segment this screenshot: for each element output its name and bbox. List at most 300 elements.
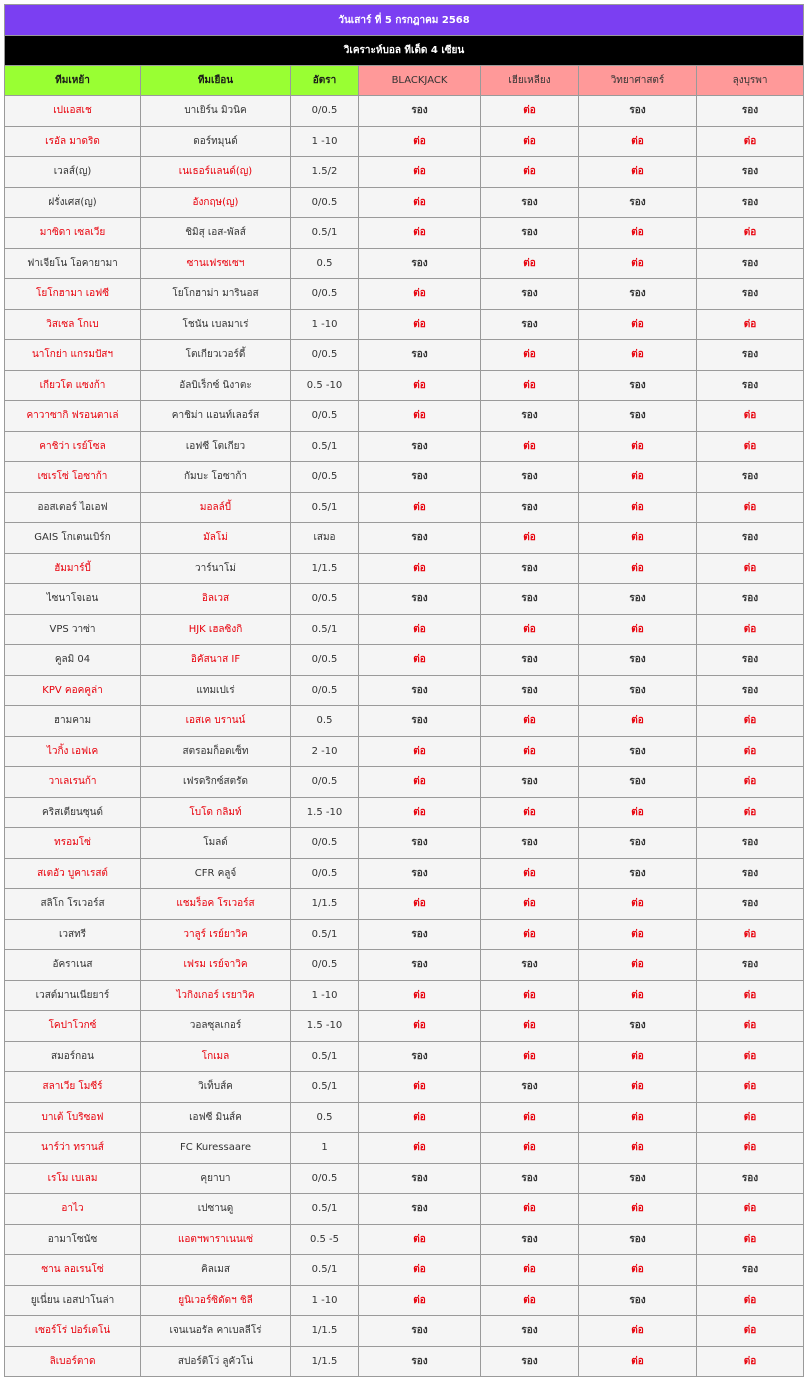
pick-blackjack: ต่อ bbox=[359, 1102, 481, 1133]
pick-hia-liang: ต่อ bbox=[481, 96, 579, 127]
pick-hia-liang: ต่อ bbox=[481, 858, 579, 889]
pick-hia-liang: รอง bbox=[481, 187, 579, 218]
handicap-rate: 0.5 -5 bbox=[291, 1224, 359, 1255]
home-team: ไซนาโจเอน bbox=[5, 584, 141, 615]
pick-blackjack: รอง bbox=[359, 96, 481, 127]
pick-science: รอง bbox=[579, 858, 697, 889]
pick-blackjack: ต่อ bbox=[359, 736, 481, 767]
pick-lung-burapha: ต่อ bbox=[697, 401, 804, 432]
pick-blackjack: ต่อ bbox=[359, 1255, 481, 1286]
pick-hia-liang: ต่อ bbox=[481, 919, 579, 950]
table-row bbox=[5, 1133, 804, 1164]
pick-hia-liang: รอง bbox=[481, 828, 579, 859]
pick-lung-burapha: ต่อ bbox=[697, 1041, 804, 1072]
pick-science: รอง bbox=[579, 645, 697, 676]
pick-lung-burapha: รอง bbox=[697, 462, 804, 493]
pick-lung-burapha: ต่อ bbox=[697, 218, 804, 249]
handicap-rate: 1 -10 bbox=[291, 1285, 359, 1316]
pick-science: ต่อ bbox=[579, 950, 697, 981]
away-team: คุยาบา bbox=[141, 1163, 291, 1194]
pick-hia-liang: ต่อ bbox=[481, 1041, 579, 1072]
home-team: เซเรโซ่ โอซาก้า bbox=[5, 462, 141, 493]
pick-hia-liang: รอง bbox=[481, 950, 579, 981]
pick-lung-burapha: รอง bbox=[697, 96, 804, 127]
pick-science: รอง bbox=[579, 1011, 697, 1042]
home-team: มาซิดา เซลเวีย bbox=[5, 218, 141, 249]
pick-science: ต่อ bbox=[579, 614, 697, 645]
handicap-rate: 0.5 bbox=[291, 1102, 359, 1133]
pick-science: รอง bbox=[579, 96, 697, 127]
away-team: สปอร์ติโว่ ลูคัวโน่ bbox=[141, 1346, 291, 1377]
away-team: คาชิม่า แอนท์เลอร์ส bbox=[141, 401, 291, 432]
home-team: อามาโซนัซ bbox=[5, 1224, 141, 1255]
pick-science: ต่อ bbox=[579, 248, 697, 279]
pick-blackjack: รอง bbox=[359, 248, 481, 279]
table-row bbox=[5, 492, 804, 523]
home-team: KPV คอคคูล่า bbox=[5, 675, 141, 706]
pick-hia-liang: ต่อ bbox=[481, 1102, 579, 1133]
pick-science: รอง bbox=[579, 675, 697, 706]
pick-science: ต่อ bbox=[579, 309, 697, 340]
pick-hia-liang: รอง bbox=[481, 1163, 579, 1194]
pick-blackjack: ต่อ bbox=[359, 492, 481, 523]
handicap-rate: 0.5/1 bbox=[291, 919, 359, 950]
away-team: แชมร็อค โรเวอร์ส bbox=[141, 889, 291, 920]
pick-science: รอง bbox=[579, 1163, 697, 1194]
away-team: อังกฤษ(ญ) bbox=[141, 187, 291, 218]
pick-lung-burapha: ต่อ bbox=[697, 797, 804, 828]
table-row bbox=[5, 797, 804, 828]
pick-blackjack: รอง bbox=[359, 675, 481, 706]
column-header-hia-liang: เฮียเหลียง bbox=[481, 66, 579, 96]
handicap-rate: 1/1.5 bbox=[291, 553, 359, 584]
pick-blackjack: ต่อ bbox=[359, 980, 481, 1011]
home-team: เวลส์(ญ) bbox=[5, 157, 141, 188]
pick-science: รอง bbox=[579, 401, 697, 432]
table-row bbox=[5, 584, 804, 615]
pick-science: ต่อ bbox=[579, 126, 697, 157]
pick-blackjack: รอง bbox=[359, 1316, 481, 1347]
pick-lung-burapha: ต่อ bbox=[697, 1224, 804, 1255]
table-row bbox=[5, 340, 804, 371]
home-team: ฮามคาม bbox=[5, 706, 141, 737]
table-row bbox=[5, 950, 804, 981]
pick-lung-burapha: ต่อ bbox=[697, 1102, 804, 1133]
pick-blackjack: ต่อ bbox=[359, 1011, 481, 1042]
home-team: ไวกิ้ง เอฟเค bbox=[5, 736, 141, 767]
away-team: โมลด์ bbox=[141, 828, 291, 859]
pick-hia-liang: ต่อ bbox=[481, 523, 579, 554]
handicap-rate: 0.5/1 bbox=[291, 1255, 359, 1286]
away-team: แทมเปเร่ bbox=[141, 675, 291, 706]
handicap-rate: 0/0.5 bbox=[291, 858, 359, 889]
handicap-rate: 0/0.5 bbox=[291, 1163, 359, 1194]
home-team: สเตอัว บูคาเรสต์ bbox=[5, 858, 141, 889]
table-row bbox=[5, 1011, 804, 1042]
pick-blackjack: รอง bbox=[359, 950, 481, 981]
analysis-table bbox=[4, 4, 804, 1377]
home-team: เซอร์โร่ ปอร์เตโน่ bbox=[5, 1316, 141, 1347]
away-team: วอลซุลเกอร์ bbox=[141, 1011, 291, 1042]
pick-science: ต่อ bbox=[579, 1346, 697, 1377]
column-header-rate: อัตรา bbox=[291, 66, 359, 96]
pick-science: ต่อ bbox=[579, 1316, 697, 1347]
handicap-rate: 1 -10 bbox=[291, 980, 359, 1011]
column-header-home: ทีมเหย้า bbox=[5, 66, 141, 96]
pick-lung-burapha: รอง bbox=[697, 248, 804, 279]
pick-lung-burapha: รอง bbox=[697, 645, 804, 676]
pick-hia-liang: รอง bbox=[481, 675, 579, 706]
pick-lung-burapha: ต่อ bbox=[697, 614, 804, 645]
away-team: เปซานดู bbox=[141, 1194, 291, 1225]
home-team: ทรอมโซ่ bbox=[5, 828, 141, 859]
away-team: CFR คลูจ์ bbox=[141, 858, 291, 889]
pick-science: ต่อ bbox=[579, 1072, 697, 1103]
pick-science: ต่อ bbox=[579, 980, 697, 1011]
pick-blackjack: ต่อ bbox=[359, 1072, 481, 1103]
pick-science: รอง bbox=[579, 1224, 697, 1255]
home-team: เวสทรี bbox=[5, 919, 141, 950]
handicap-rate: 1 -10 bbox=[291, 309, 359, 340]
table-row bbox=[5, 1194, 804, 1225]
handicap-rate: 0/0.5 bbox=[291, 828, 359, 859]
home-team: นาร์ว่า ทรานส์ bbox=[5, 1133, 141, 1164]
away-team: เฟรดริกซ์สตรัด bbox=[141, 767, 291, 798]
pick-lung-burapha: ต่อ bbox=[697, 767, 804, 798]
pick-science: ต่อ bbox=[579, 157, 697, 188]
pick-science: ต่อ bbox=[579, 431, 697, 462]
pick-hia-liang: ต่อ bbox=[481, 889, 579, 920]
home-team: เรโม เบเลม bbox=[5, 1163, 141, 1194]
away-team: โยโกฮาม่า มารินอส bbox=[141, 279, 291, 310]
pick-science: รอง bbox=[579, 187, 697, 218]
home-team: คาชิว่า เรย์โซล bbox=[5, 431, 141, 462]
home-team: สมอร์กอน bbox=[5, 1041, 141, 1072]
handicap-rate: 1/1.5 bbox=[291, 1316, 359, 1347]
handicap-rate: 0.5 bbox=[291, 248, 359, 279]
pick-hia-liang: รอง bbox=[481, 279, 579, 310]
table-row bbox=[5, 462, 804, 493]
away-team: อัลบิเร็กซ์ นิงาตะ bbox=[141, 370, 291, 401]
away-team: โกเมล bbox=[141, 1041, 291, 1072]
table-row bbox=[5, 767, 804, 798]
pick-lung-burapha: ต่อ bbox=[697, 431, 804, 462]
home-team: เกียวโต แซงก้า bbox=[5, 370, 141, 401]
home-team: เวสต์มานเนียยาร์ bbox=[5, 980, 141, 1011]
table-row bbox=[5, 1346, 804, 1377]
table-row bbox=[5, 157, 804, 188]
pick-blackjack: ต่อ bbox=[359, 157, 481, 188]
away-team: สตรอมก็อดเซ็ท bbox=[141, 736, 291, 767]
pick-lung-burapha: รอง bbox=[697, 950, 804, 981]
table-row bbox=[5, 218, 804, 249]
away-team: วาลูร์ เรย์ยาวิค bbox=[141, 919, 291, 950]
pick-science: ต่อ bbox=[579, 1194, 697, 1225]
pick-lung-burapha: ต่อ bbox=[697, 1133, 804, 1164]
handicap-rate: 0/0.5 bbox=[291, 279, 359, 310]
handicap-rate: 0.5 bbox=[291, 706, 359, 737]
pick-blackjack: ต่อ bbox=[359, 370, 481, 401]
analysis-table-container bbox=[4, 4, 803, 1377]
pick-science: ต่อ bbox=[579, 1133, 697, 1164]
column-header-away: ทีมเยือน bbox=[141, 66, 291, 96]
home-team: ฮัมมาร์บี้ bbox=[5, 553, 141, 584]
pick-lung-burapha: รอง bbox=[697, 370, 804, 401]
handicap-rate: 0/0.5 bbox=[291, 675, 359, 706]
pick-lung-burapha: รอง bbox=[697, 187, 804, 218]
away-team: ยูนิเวอร์ซิดัดฯ ชิลี bbox=[141, 1285, 291, 1316]
table-row bbox=[5, 919, 804, 950]
away-team: อิลเวส bbox=[141, 584, 291, 615]
table-row bbox=[5, 1255, 804, 1286]
handicap-rate: 0.5/1 bbox=[291, 218, 359, 249]
pick-blackjack: ต่อ bbox=[359, 1133, 481, 1164]
pick-science: ต่อ bbox=[579, 889, 697, 920]
handicap-rate: 1.5 -10 bbox=[291, 1011, 359, 1042]
pick-blackjack: รอง bbox=[359, 1041, 481, 1072]
home-team: สลาเวีย โมซีร์ bbox=[5, 1072, 141, 1103]
away-team: เนเธอร์แลนด์(ญ) bbox=[141, 157, 291, 188]
pick-hia-liang: ต่อ bbox=[481, 1011, 579, 1042]
handicap-rate: 1.5/2 bbox=[291, 157, 359, 188]
handicap-rate: 0/0.5 bbox=[291, 645, 359, 676]
pick-blackjack: ต่อ bbox=[359, 309, 481, 340]
pick-hia-liang: ต่อ bbox=[481, 431, 579, 462]
away-team: ดอร์ทมุนด์ bbox=[141, 126, 291, 157]
pick-hia-liang: รอง bbox=[481, 492, 579, 523]
pick-lung-burapha: รอง bbox=[697, 828, 804, 859]
table-row bbox=[5, 1072, 804, 1103]
table-row bbox=[5, 126, 804, 157]
pick-lung-burapha: รอง bbox=[697, 523, 804, 554]
home-team: โยโกฮามา เอฟซี bbox=[5, 279, 141, 310]
handicap-rate: 0/0.5 bbox=[291, 340, 359, 371]
away-team: เอฟซี มินส์ค bbox=[141, 1102, 291, 1133]
pick-science: รอง bbox=[579, 736, 697, 767]
table-row bbox=[5, 1224, 804, 1255]
away-team: แอตฯพาราเนนเซ่ bbox=[141, 1224, 291, 1255]
table-row bbox=[5, 523, 804, 554]
pick-science: รอง bbox=[579, 370, 697, 401]
table-row bbox=[5, 1102, 804, 1133]
pick-blackjack: รอง bbox=[359, 523, 481, 554]
home-team: ซาน ลอเรนโซ่ bbox=[5, 1255, 141, 1286]
pick-lung-burapha: รอง bbox=[697, 157, 804, 188]
home-team: ออสเตอร์ ไอเอฟ bbox=[5, 492, 141, 523]
home-team: บาเต้ โบริซอฟ bbox=[5, 1102, 141, 1133]
handicap-rate: 0.5/1 bbox=[291, 1041, 359, 1072]
pick-hia-liang: ต่อ bbox=[481, 1194, 579, 1225]
away-team: เอฟซี โตเกียว bbox=[141, 431, 291, 462]
handicap-rate: 0.5/1 bbox=[291, 431, 359, 462]
pick-blackjack: ต่อ bbox=[359, 645, 481, 676]
home-team: GAIS โกเตนเบิร์ก bbox=[5, 523, 141, 554]
pick-hia-liang: รอง bbox=[481, 1072, 579, 1103]
away-team: วิเท็บส์ค bbox=[141, 1072, 291, 1103]
handicap-rate: 1.5 -10 bbox=[291, 797, 359, 828]
table-row bbox=[5, 736, 804, 767]
pick-blackjack: ต่อ bbox=[359, 401, 481, 432]
handicap-rate: 0.5 -10 bbox=[291, 370, 359, 401]
pick-lung-burapha: รอง bbox=[697, 584, 804, 615]
table-row bbox=[5, 401, 804, 432]
pick-blackjack: รอง bbox=[359, 584, 481, 615]
handicap-rate: เสมอ bbox=[291, 523, 359, 554]
pick-science: ต่อ bbox=[579, 523, 697, 554]
pick-science: ต่อ bbox=[579, 706, 697, 737]
pick-lung-burapha: ต่อ bbox=[697, 1072, 804, 1103]
home-team: เปแอสเช bbox=[5, 96, 141, 127]
pick-hia-liang: รอง bbox=[481, 309, 579, 340]
away-team: คิลเมส bbox=[141, 1255, 291, 1286]
handicap-rate: 0.5/1 bbox=[291, 614, 359, 645]
pick-lung-burapha: รอง bbox=[697, 675, 804, 706]
pick-blackjack: ต่อ bbox=[359, 218, 481, 249]
handicap-rate: 0.5/1 bbox=[291, 492, 359, 523]
away-team: กัมบะ โอซาก้า bbox=[141, 462, 291, 493]
pick-lung-burapha: รอง bbox=[697, 340, 804, 371]
home-team: นาโกย่า แกรมปัสฯ bbox=[5, 340, 141, 371]
table-row bbox=[5, 675, 804, 706]
column-header-blackjack: BLACKJACK bbox=[359, 66, 481, 96]
home-team: สลิโก โรเวอร์ส bbox=[5, 889, 141, 920]
pick-lung-burapha: ต่อ bbox=[697, 1285, 804, 1316]
pick-blackjack: รอง bbox=[359, 1194, 481, 1225]
away-team: โบโด กลิมท์ bbox=[141, 797, 291, 828]
pick-hia-liang: ต่อ bbox=[481, 980, 579, 1011]
pick-lung-burapha: ต่อ bbox=[697, 1346, 804, 1377]
pick-lung-burapha: ต่อ bbox=[697, 126, 804, 157]
pick-hia-liang: รอง bbox=[481, 645, 579, 676]
column-header-lung-burapha: ลุงบุรพา bbox=[697, 66, 804, 96]
away-team: FC Kuressaare bbox=[141, 1133, 291, 1164]
away-team: มัลโม่ bbox=[141, 523, 291, 554]
pick-science: รอง bbox=[579, 1285, 697, 1316]
pick-science: รอง bbox=[579, 279, 697, 310]
pick-science: รอง bbox=[579, 828, 697, 859]
table-row bbox=[5, 96, 804, 127]
away-team: มอลล์บี้ bbox=[141, 492, 291, 523]
pick-hia-liang: ต่อ bbox=[481, 1133, 579, 1164]
home-team: อาไว bbox=[5, 1194, 141, 1225]
pick-blackjack: รอง bbox=[359, 706, 481, 737]
handicap-rate: 1/1.5 bbox=[291, 1346, 359, 1377]
pick-hia-liang: รอง bbox=[481, 1316, 579, 1347]
handicap-rate: 0/0.5 bbox=[291, 401, 359, 432]
pick-hia-liang: ต่อ bbox=[481, 126, 579, 157]
pick-lung-burapha: รอง bbox=[697, 1255, 804, 1286]
table-row bbox=[5, 279, 804, 310]
pick-lung-burapha: ต่อ bbox=[697, 1316, 804, 1347]
handicap-rate: 1 bbox=[291, 1133, 359, 1164]
pick-blackjack: ต่อ bbox=[359, 553, 481, 584]
away-team: วาร์นาโม่ bbox=[141, 553, 291, 584]
pick-blackjack: รอง bbox=[359, 919, 481, 950]
handicap-rate: 2 -10 bbox=[291, 736, 359, 767]
pick-lung-burapha: ต่อ bbox=[697, 309, 804, 340]
home-team: อัคราเนส bbox=[5, 950, 141, 981]
table-row bbox=[5, 553, 804, 584]
date-heading: วันเสาร์ ที่ 5 กรกฎาคม 2568 bbox=[5, 5, 804, 36]
handicap-rate: 0/0.5 bbox=[291, 96, 359, 127]
pick-lung-burapha: ต่อ bbox=[697, 492, 804, 523]
away-team: HJK เฮลซิงกิ bbox=[141, 614, 291, 645]
home-team: เรอัล มาดริด bbox=[5, 126, 141, 157]
pick-blackjack: ต่อ bbox=[359, 1285, 481, 1316]
table-row bbox=[5, 431, 804, 462]
away-team: บาเยิร์น มิวนิค bbox=[141, 96, 291, 127]
away-team: โตเกียวเวอร์ดี้ bbox=[141, 340, 291, 371]
away-team: เฟรม เรย์จาวิค bbox=[141, 950, 291, 981]
away-team: เอสเค บรานน์ bbox=[141, 706, 291, 737]
home-team: คริสเตียนซุนด์ bbox=[5, 797, 141, 828]
pick-hia-liang: ต่อ bbox=[481, 736, 579, 767]
table-row bbox=[5, 889, 804, 920]
handicap-rate: 1/1.5 bbox=[291, 889, 359, 920]
home-team: วิสเซล โกเบ bbox=[5, 309, 141, 340]
pick-lung-burapha: ต่อ bbox=[697, 553, 804, 584]
pick-hia-liang: รอง bbox=[481, 1224, 579, 1255]
pick-lung-burapha: รอง bbox=[697, 279, 804, 310]
pick-science: ต่อ bbox=[579, 1102, 697, 1133]
table-row bbox=[5, 1163, 804, 1194]
away-team: ไวกิงเกอร์ เรยาวิค bbox=[141, 980, 291, 1011]
pick-blackjack: ต่อ bbox=[359, 797, 481, 828]
pick-blackjack: ต่อ bbox=[359, 614, 481, 645]
pick-hia-liang: ต่อ bbox=[481, 614, 579, 645]
table-row bbox=[5, 309, 804, 340]
pick-hia-liang: รอง bbox=[481, 462, 579, 493]
pick-hia-liang: รอง bbox=[481, 767, 579, 798]
pick-blackjack: รอง bbox=[359, 828, 481, 859]
pick-hia-liang: ต่อ bbox=[481, 370, 579, 401]
pick-hia-liang: รอง bbox=[481, 553, 579, 584]
pick-science: ต่อ bbox=[579, 1255, 697, 1286]
table-row bbox=[5, 980, 804, 1011]
pick-blackjack: รอง bbox=[359, 431, 481, 462]
handicap-rate: 0/0.5 bbox=[291, 462, 359, 493]
table-row bbox=[5, 187, 804, 218]
handicap-rate: 0.5/1 bbox=[291, 1072, 359, 1103]
pick-lung-burapha: ต่อ bbox=[697, 980, 804, 1011]
pick-hia-liang: รอง bbox=[481, 584, 579, 615]
home-team: วาเลเรนก้า bbox=[5, 767, 141, 798]
away-team: อิคัสนาส IF bbox=[141, 645, 291, 676]
pick-blackjack: ต่อ bbox=[359, 279, 481, 310]
pick-science: ต่อ bbox=[579, 340, 697, 371]
table-row bbox=[5, 1285, 804, 1316]
table-row bbox=[5, 1316, 804, 1347]
pick-hia-liang: ต่อ bbox=[481, 1285, 579, 1316]
pick-science: ต่อ bbox=[579, 492, 697, 523]
pick-hia-liang: ต่อ bbox=[481, 248, 579, 279]
pick-hia-liang: รอง bbox=[481, 218, 579, 249]
pick-blackjack: รอง bbox=[359, 1346, 481, 1377]
pick-blackjack: ต่อ bbox=[359, 889, 481, 920]
pick-science: รอง bbox=[579, 584, 697, 615]
pick-science: ต่อ bbox=[579, 919, 697, 950]
home-team: ยูเนี่ยน เอสปาโนล่า bbox=[5, 1285, 141, 1316]
pick-blackjack: ต่อ bbox=[359, 767, 481, 798]
pick-hia-liang: ต่อ bbox=[481, 157, 579, 188]
pick-science: ต่อ bbox=[579, 553, 697, 584]
pick-blackjack: รอง bbox=[359, 1163, 481, 1194]
pick-science: ต่อ bbox=[579, 797, 697, 828]
pick-hia-liang: ต่อ bbox=[481, 1255, 579, 1286]
pick-hia-liang: รอง bbox=[481, 401, 579, 432]
table-row bbox=[5, 248, 804, 279]
pick-blackjack: รอง bbox=[359, 462, 481, 493]
